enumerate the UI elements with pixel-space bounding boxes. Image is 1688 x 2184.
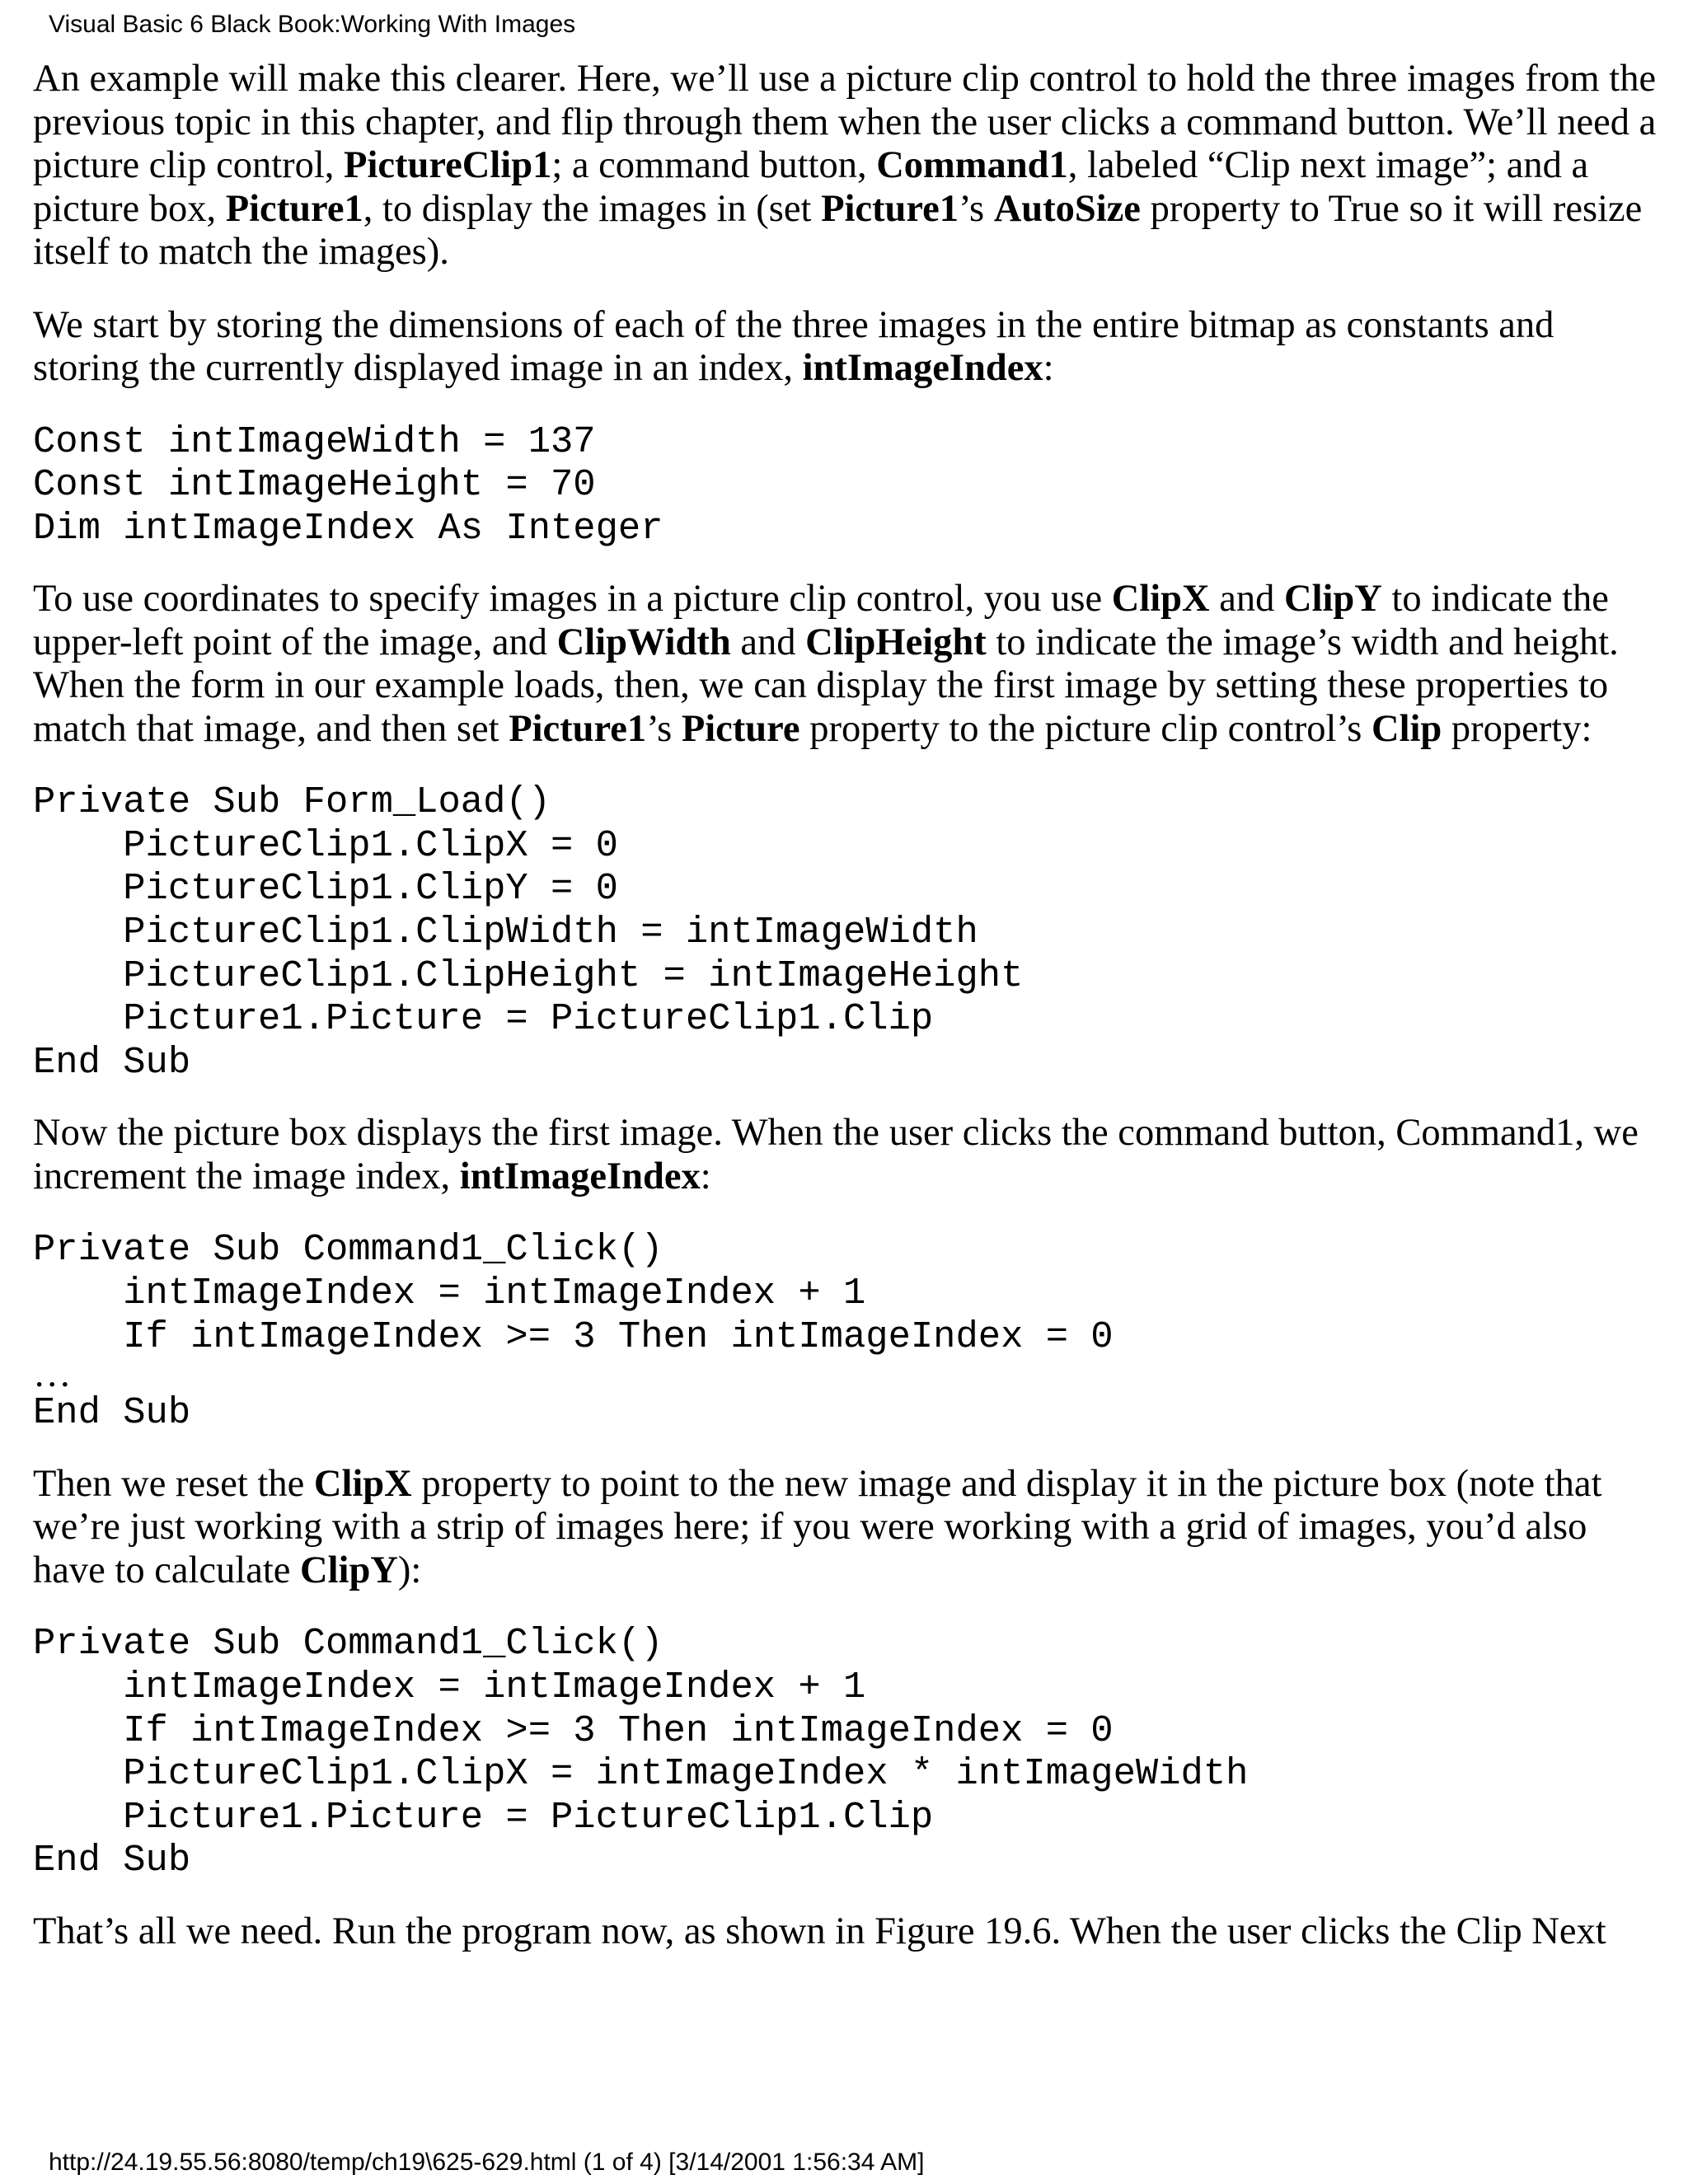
page-footer-url: http://24.19.55.56:8080/temp/ch19\625-629.html (1 of 4) [3/14/2001 1:56:34 AM] — [49, 2149, 925, 2176]
bold-term: ClipY — [300, 1549, 398, 1591]
code-block: Private Sub Command1_Click() intImageIndex = intImageIndex + 1 If intImageIndex >= 3 Then intImageIndex = 0 — [33, 1228, 1114, 1358]
document-body — [33, 58, 1665, 1953]
code-block: End Sub — [33, 1391, 191, 1435]
bold-term: intImageIndex — [802, 347, 1043, 389]
code-block: Private Sub Form_Load() PictureClip1.ClipX = 0 PictureClip1.ClipY = 0 PictureClip1.ClipWidth = intImageWidth PictureClip1.ClipHeight = intImageHeight Picture1.Picture = PictureClip1.Clip End Sub — [33, 780, 1024, 1084]
bold-term: Clip — [1372, 707, 1442, 750]
bold-term: AutoSize — [993, 187, 1141, 230]
page-header-title: Visual Basic 6 Black Book:Working With Images — [49, 11, 576, 38]
paragraph: Then we reset the ClipX property to point to the new image and display it in the picture box (note that we’re just working with a strip of images here; if you were working with a grid of images, you’d also have to calculate ClipY): — [33, 1462, 1602, 1591]
paragraph: Now the picture box displays the first image. When the user clicks the command button, Command1, we increment the image index, intImageIndex: — [33, 1112, 1639, 1197]
bold-term: ClipY — [1284, 578, 1382, 621]
code-block: Private Sub Command1_Click() intImageIndex = intImageIndex + 1 If intImageIndex >= 3 Then intImageIndex = 0 PictureClip1.ClipX = intImageIndex * intImageWidth Picture1.Picture = PictureClip1.Clip End Sub — [33, 1622, 1249, 1882]
bold-term: Picture1 — [821, 187, 959, 230]
bold-term: ClipX — [1111, 578, 1210, 621]
paragraph: That’s all we need. Run the program now, as shown in Figure 19.6. When the user clicks the Clip Next — [33, 1910, 1606, 1952]
bold-term: Picture — [681, 707, 800, 750]
paragraph: We start by storing the dimensions of each of the three images in the entire bitmap as constants and storing the currently displayed image in an index, intImageIndex: — [33, 303, 1554, 389]
bold-term: intImageIndex — [459, 1155, 701, 1197]
bold-term: ClipWidth — [556, 621, 731, 663]
bold-term: ClipX — [313, 1462, 412, 1505]
bold-term: ClipHeight — [805, 621, 987, 663]
bold-term: Picture1 — [509, 707, 647, 750]
paragraph: An example will make this clearer. Here, we’ll use a picture clip control to hold the three images from the previous topic in this chapter, and flip through them when the user clicks a command button. We’ll need a picture clip control, PictureClip1; a command button, Command1, labeled “Clip next image”; and a picture box, Picture1, to display the images in (set Picture1’s AutoSize property to True so it will resize itself to match the images). — [33, 58, 1657, 273]
bold-term: PictureClip1 — [344, 144, 552, 186]
bold-term: Picture1 — [225, 187, 363, 230]
code-block: Const intImageWidth = 137 Const intImageHeight = 70 Dim intImageIndex As Integer — [33, 419, 663, 550]
bold-term: Command1 — [876, 144, 1068, 186]
ellipsis: … — [33, 1353, 72, 1396]
paragraph: To use coordinates to specify images in a picture clip control, you use ClipX and ClipY to indicate the upper-left point of the image, and ClipWidth and ClipHeight to indicate the image’s width and height. When the form in our example loads, then, we can display the first image by setting these properties to match that image, and then set Picture1’s Picture property to the picture clip control’s Clip property: — [33, 578, 1619, 750]
